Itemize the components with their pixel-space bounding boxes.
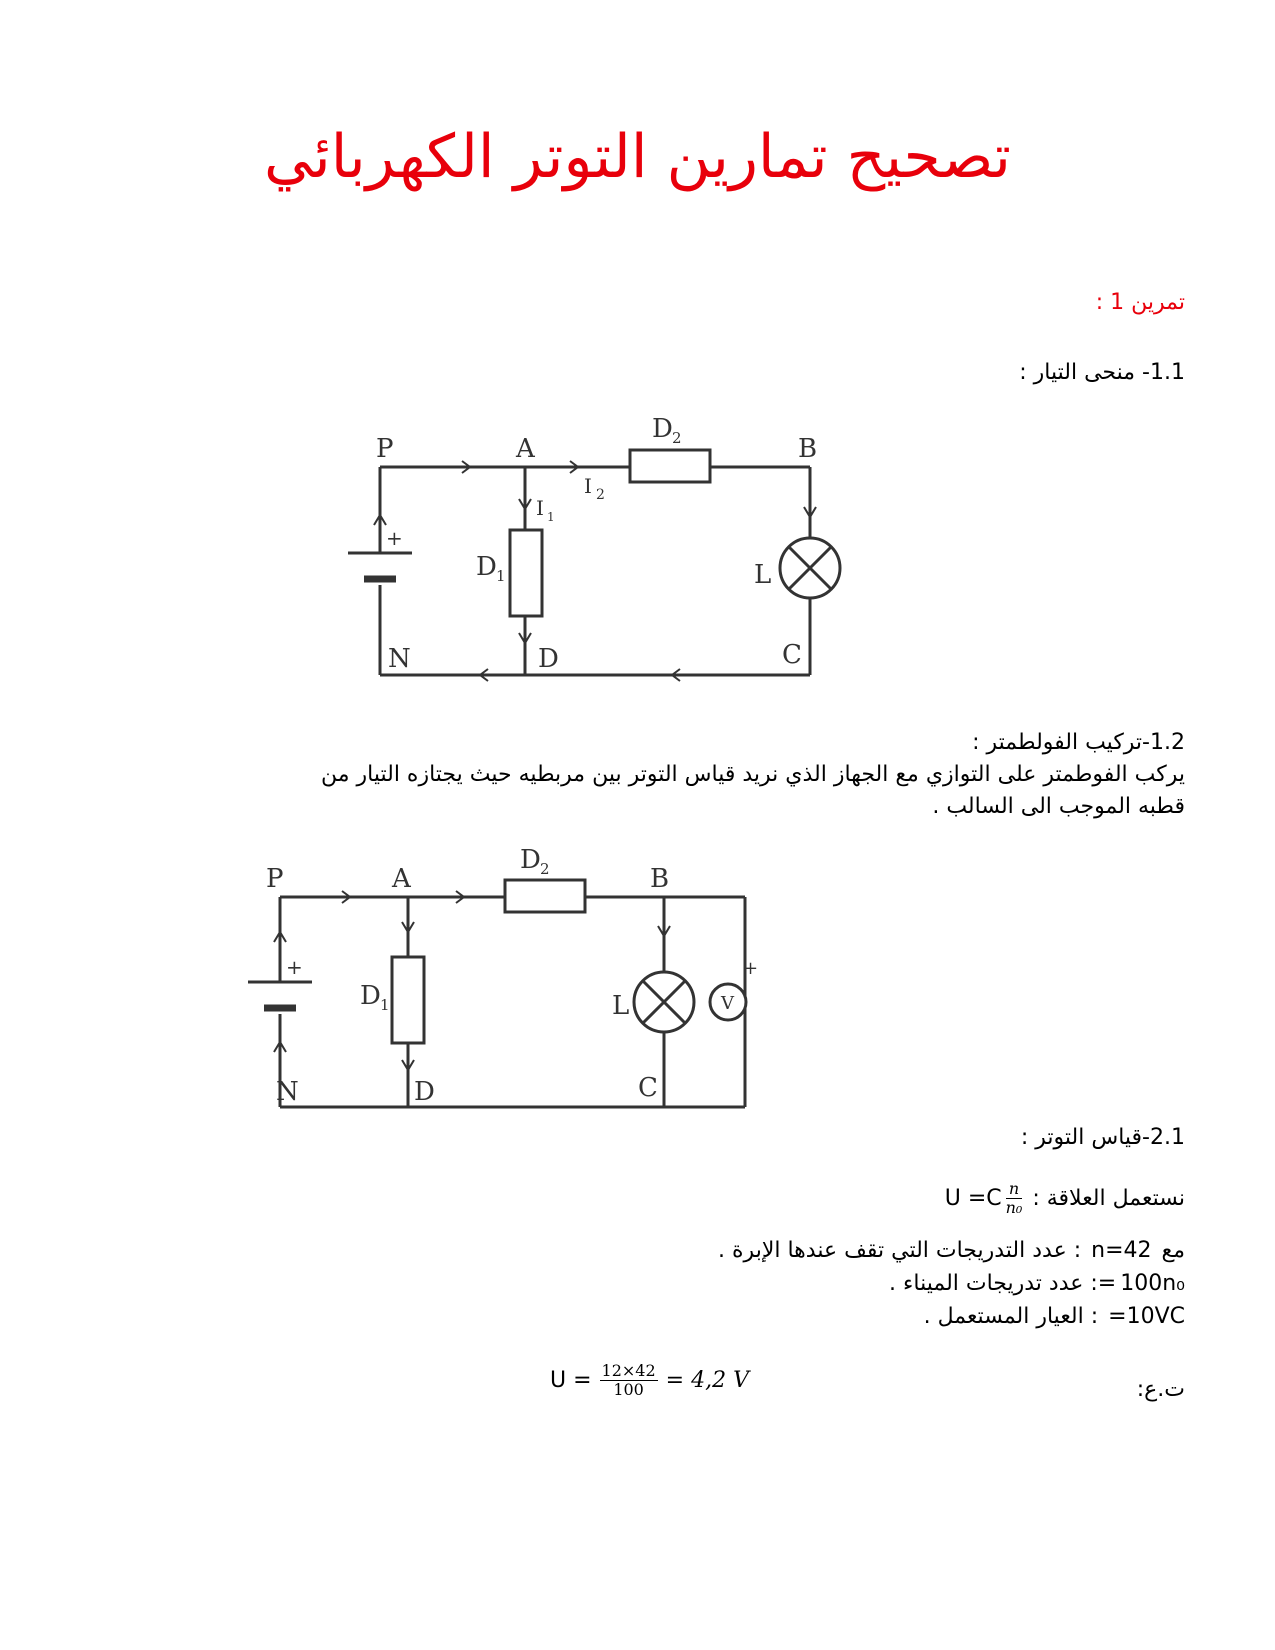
section-2-1-heading: 2.1-قياس التوتر :	[1020, 1125, 1185, 1150]
relation-lhs: U =C	[944, 1186, 1002, 1211]
node-n-label: N	[388, 644, 411, 674]
node-n-label: N	[276, 1077, 299, 1107]
n-definition-line	[718, 1235, 1185, 1267]
voltmeter-label: V	[721, 993, 734, 1014]
node-b-label: B	[650, 864, 670, 894]
node-a-label: A	[516, 434, 535, 464]
current-i1-label: I	[536, 496, 544, 520]
section-1-2-line-1: يركب الفوطمتر على التوازي مع الجهاز الذي نريد قياس التوتر بين مربطيه حيث يجتازه التيار من	[320, 762, 1185, 787]
relation-denominator: n₀	[1005, 1198, 1023, 1217]
lamp-label: L	[754, 560, 772, 590]
caliber-value: =10VC	[1108, 1304, 1185, 1329]
numeric-lhs: U =	[550, 1368, 592, 1393]
n0-description: =: عدد تدريجات الميناء .	[889, 1271, 1117, 1296]
current-i1-subscript: 1	[547, 510, 555, 524]
lamp-label: L	[612, 991, 630, 1021]
battery-plus-label: +	[386, 526, 403, 550]
node-d-label: D	[538, 644, 559, 674]
d2-subscript: 2	[672, 429, 682, 447]
numeric-rhs: = 4,2 V	[665, 1368, 749, 1393]
d2-subscript: 2	[540, 860, 550, 878]
relation-line	[945, 1180, 1185, 1217]
node-c-label: C	[638, 1073, 658, 1103]
n0-value: 100n₀	[1120, 1271, 1185, 1296]
circuit-diagram-2	[240, 842, 780, 1132]
node-d-label: D	[414, 1077, 435, 1107]
d1-subscript: 1	[380, 996, 390, 1014]
caliber-description: : العيار المستعمل .	[923, 1304, 1099, 1329]
numeric-label: ت.ع:	[1136, 1377, 1185, 1402]
current-i2-label: I	[584, 474, 592, 498]
caliber-definition-line	[924, 1301, 1185, 1333]
d2-label: D	[520, 845, 541, 875]
battery-plus-label: +	[286, 955, 303, 979]
node-p-label: P	[376, 434, 394, 464]
relation-numerator: n	[1006, 1180, 1023, 1199]
numeric-numerator: 12×42	[601, 1361, 656, 1380]
section-1-1-heading: 1.1- منحى التيار :	[1019, 360, 1185, 385]
exercise-heading: تمرين 1 :	[1095, 290, 1185, 315]
section-1-2-line-2: قطبه الموجب الى السالب .	[932, 794, 1185, 819]
d1-label: D	[476, 552, 497, 582]
node-c-label: C	[782, 640, 802, 670]
node-a-label: A	[392, 864, 411, 894]
d1-label: D	[360, 981, 381, 1011]
numeric-fraction	[600, 1362, 658, 1399]
relation-label: نستعمل العلاقة :	[1032, 1186, 1185, 1211]
page-title: تصحيح تمارين التوتر الكهربائي	[264, 122, 1011, 192]
voltmeter-plus-label: +	[743, 958, 759, 979]
current-i2-subscript: 2	[596, 487, 605, 503]
with-label: مع	[1161, 1238, 1185, 1263]
n-value: n=42	[1091, 1238, 1152, 1263]
node-b-label: B	[798, 434, 818, 464]
n-description: : عدد التدريجات التي تقف عندها الإبرة .	[718, 1238, 1082, 1263]
relation-fraction	[1006, 1180, 1023, 1217]
circuit-diagram-1	[340, 395, 880, 705]
node-p-label: P	[266, 864, 284, 894]
numeric-formula	[550, 1362, 749, 1399]
d1-subscript: 1	[496, 567, 506, 585]
n0-definition-line	[889, 1268, 1185, 1300]
numeric-denominator: 100	[613, 1380, 644, 1399]
section-1-2-heading: 1.2-تركيب الفولطمتر :	[972, 730, 1185, 755]
d2-label: D	[652, 414, 673, 444]
